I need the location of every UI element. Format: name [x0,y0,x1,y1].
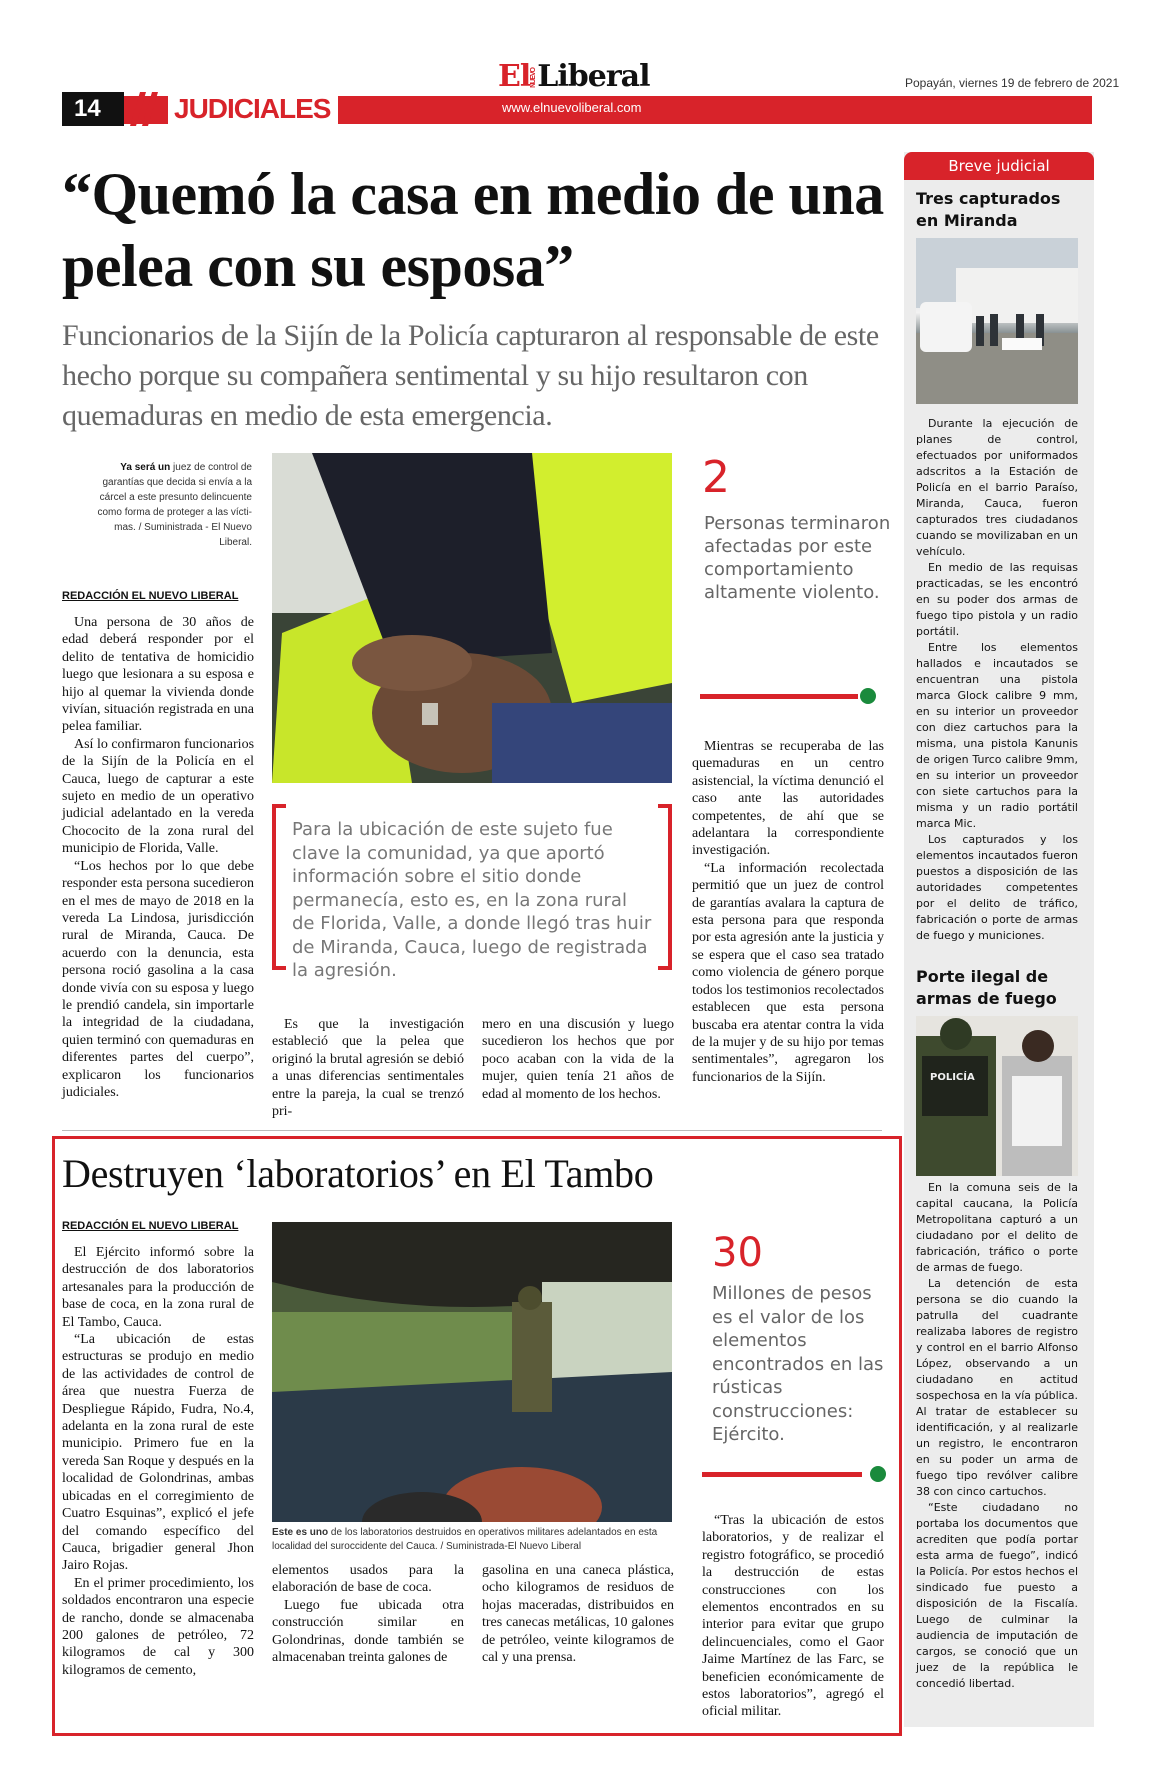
logo-nuevo: NUEVO [530,68,538,88]
story1-column2 [272,1016,464,1120]
paragraph: Mientras se recuperaba de las quemaduras en un centro asistencial, la víctima denunció el caso ante las autoridades competentes, de ahí que se adelantara la correspondiente investigación. [692,739,884,859]
paragraph: Luego fue ubicada otra construcción similar en Golondrinas, donde también se almacenaban treinta galones de [272,1597,464,1666]
caption-lead: Este es uno [272,1527,329,1538]
dateline: Popayán, viernes 19 de febrero de 2021 [905,76,1120,90]
pull-quote-text: Para la ubicación de este sujeto fue clave la comunidad, ya que aportó información sobre el sitio donde permanecía, esto es, en la zona rural de Florida, Valle, a donde llegó tras huir de Miranda, Cauca, luego de registrada la agresión. [292,819,652,981]
stat2-dot [870,1466,886,1482]
brief1-body [916,416,1078,944]
caption-text: de los laboratorios destruidos en operativos militares adelantados en esta localidad del suroccidente del Cauca. [272,1527,658,1552]
story2-column3 [482,1562,674,1666]
vest-label: POLICÍA [930,1072,975,1083]
story1-byline: REDACCIÓN EL NUEVO LIBERAL [62,590,239,602]
brief2-title: Porte ilegal de armas de fuego [916,967,1057,1008]
caption-credit: / Suministrada - El Nuevo Liberal. [138,522,252,548]
paragraph: gasolina en una caneca plástica, ocho kilogramos de residuos de hojas maceradas, distribuidos en tres canecas metálicas, 10 galones de petróleo, veinte kilogramos de cal y una prensa. [482,1563,674,1666]
story1-column4 [692,738,884,1086]
brief1-photo [916,238,1078,404]
quote-bracket-right [658,804,672,970]
stat1-text: Personas terminaron afectadas por este comportamiento altamente violento. [704,513,891,603]
masthead-logo[interactable] [498,60,649,94]
paragraph: En el primer procedimiento, los soldados encontraron una especie de rancho, donde se almacenaba 200 galones de petróleo, 72 kilogramos de cal y 300 kilogramos de cemento, [62,1575,254,1678]
brief2-body [916,1180,1078,1692]
story2-column4 [702,1512,884,1721]
paragraph: Entre los elementos hallados e incautados se encuentran una pistola marca Glock calibre 9 mm, en su interior un proveedor con diez cartuchos para la misma, una pistola Kanunis de origen Turco calibre 9mm, en su interior un proveedor con siete cartuchos para la misma y un radio portátil marca Mic. [916,641,1078,830]
paragraph: Así lo confirmaron funcionarios de la Sijín de la Policía en el Cauca, luego de capturar a este sujeto en medio de un operativo judicial adelantado en la vereda Chococito de la zona rural del municipio de Florida, Valle. [62,736,255,857]
story2-column2 [272,1562,464,1666]
paragraph: “Tras la ubicación de estos laboratorios, y de realizar el registro fotográfico, se procedió la destrucción de estas construcciones con los elementos encontrados en su interior para evitar que grupo delincuenciales, como el Gaor Jaime Martínez de las Farc, se beneficien económicamente de estos laboratorios”, agregó el oficial militar. [702,1513,884,1720]
page-number: 14 [62,92,124,126]
stat2-number: 30 [712,1230,763,1276]
paragraph: “Este ciudadano no portaba los documentos que acrediten que podía portar esta arma de fuego”, indicó la Policía. Por estos hechos el sindicado fue puesto a disposición de la Fiscalía. Luego de culminar la audiencia de imputación de cargos, se conoció que un juez de la república le concedió libertad. [916,1501,1078,1690]
stat1-number: 2 [702,452,730,503]
paragraph: El Ejército informó sobre la destrucción de dos laboratorios artesanales para la producción de base de coca, en la zona rural de El Tambo, Cauca. [62,1245,254,1330]
story1-column1 [62,614,254,1101]
story-divider [62,1130,882,1131]
story2-byline: REDACCIÓN EL NUEVO LIBERAL [62,1220,239,1232]
website-link[interactable]: www.elnuevoliberal.com [502,100,642,115]
stat2-rule [702,1472,862,1477]
logo-el: El [498,59,531,94]
pull-quote [272,804,672,981]
photo1-caption [96,460,252,550]
paragraph: “La información recolectada permitió que un juez de control de garantías avalara la captura de esta persona para que responda por esta agresión ante la justicia y se espera que el caso sea tratado como violencia de género porque todos los testimonios recolectados establecen que esta persona buscaba era atentar contra la vida de la mujer y de su hijo por temas sentimentales”, agregaron los funcionarios de la Sijín. [692,860,884,1085]
paragraph: Es que la investigación estableció que la pelea que originó la brutal agresión se debió a unas diferencias sentimentales entre la pareja, la cual se trenzó pri- [272,1017,464,1120]
story2-headline: Destruyen ‘laboratorios’ en El Tambo [62,1151,654,1196]
stat1-rule [700,694,858,699]
brief2-photo-illustration [916,1016,1078,1176]
paragraph: La detención de esta persona se dio cuando la patrulla del cuadrante realizaba labores de registro y control en el barrio Alfonso López, observando a un ciudadano en actitud sospechosa en la vía pública. Al tratar de establecer su identificación, y al realizarle un registro, le encontraron en su poder un arma de fuego tipo revólver calibre 38 con cinco cartuchos. [916,1277,1078,1498]
brief1-photo-illustration [916,238,1078,404]
section-label: JUDICIALES [168,92,338,126]
caption-credit: / Suministrada-El Nuevo Liberal [440,1541,582,1552]
caption-text: juez de control de garantías que decida si envía a la cárcel a este presunto delincuente como forma de proteger a las vícti-mas. [97,462,252,533]
sidebar-tab: Breve judicial [904,152,1094,180]
paragraph: “Los hechos por lo que debe responder esta persona sucedieron en el mes de mayo de 2018 en la vereda La Lindosa, jurisdicción rural de Miranda, Cauca. De acuerdo con la denuncia, esta persona roció gasolina a la casa donde vivía con su esposa y luego le prendió candela, sin importarle la integridad de la ciudadana, quien terminó con quemaduras en diferentes partes del cuerpo”, explicaron los funcionarios judiciales. [62,858,254,1100]
photo2-caption [272,1526,682,1554]
paragraph: elementos usados para la elaboración de base de coca. [272,1563,464,1596]
laboratory-photo-illustration [272,1222,672,1522]
paragraph: Durante la ejecución de planes de control, efectuados por uniformados adscritos a la Estación de Policía en el barrio Paraíso, Miranda, Cauca, fueron capturados tres ciudadanos cuando se movilizaban en un vehículo. [916,417,1078,558]
paragraph: Los capturados y los elementos incautados fueron puestos a disposición de las autoridades competentes por el delito de tráfico, fabricación o porte de armas de fuego y municiones. [916,833,1078,942]
logo-liberal: Liberal [537,59,650,94]
main-subhead: Funcionarios de la Sijín de la Policía capturaron al responsable de este hecho porque su compañera sentimental y su hijo resultaron con quemaduras en medio de esta emergencia. [62,319,879,432]
stat2-text: Millones de pesos es el valor de los elementos encontrados en las rústicas construcciones: Ejército. [712,1283,884,1445]
quote-bracket-left [272,804,286,970]
story1-column3 [482,1016,674,1103]
arrest-photo [272,453,672,783]
paragraph: En la comuna seis de la capital caucana, la Policía Metropolitana capturó a un ciudadano por el delito de fabricación, tráfico o porte de armas de fuego. [916,1181,1078,1274]
story2-column1 [62,1244,254,1679]
section-stripes [120,92,164,126]
stat1-dot [860,688,876,704]
brief2-photo [916,1016,1078,1176]
paragraph: mero en una discusión y luego sucedieron los hechos que por poco acaban con la vida de la mujer, quien tenía 21 años de edad al momento de los hechos. [482,1017,674,1102]
laboratory-photo [272,1222,672,1522]
caption-lead: Ya será un [120,462,171,473]
main-headline: “Quemó la casa en medio de una pelea con su esposa” [62,161,884,299]
arrest-photo-illustration [272,453,672,783]
paragraph: “La ubicación de estas estructuras se produjo en medio de las actividades de control de área que nuestra Fuerza de Despliegue Rápido, Fudra, No.4, adelanta en la zona rural de este municipio. Primero fue en la vereda San Roque y después en la localidad de Golondrinas, ambas ubicadas en el corregimiento de Cuatro Esquinas”, explicó el jefe del comando específico del Cauca, brigadier general Jhon Jairo Rojas. [62,1332,254,1574]
paragraph: En medio de las requisas practicadas, se les encontró en su poder dos armas de fuego tipo pistola y un radio portátil. [916,561,1078,638]
paragraph: Una persona de 30 años de edad deberá responder por el delito de tentativa de homicidio luego que lesionara a su esposa e hijo al quemar la vivienda donde vivían, situación registrada en una pelea familiar. [62,615,254,735]
brief1-title: Tres capturados en Miranda [916,189,1061,230]
